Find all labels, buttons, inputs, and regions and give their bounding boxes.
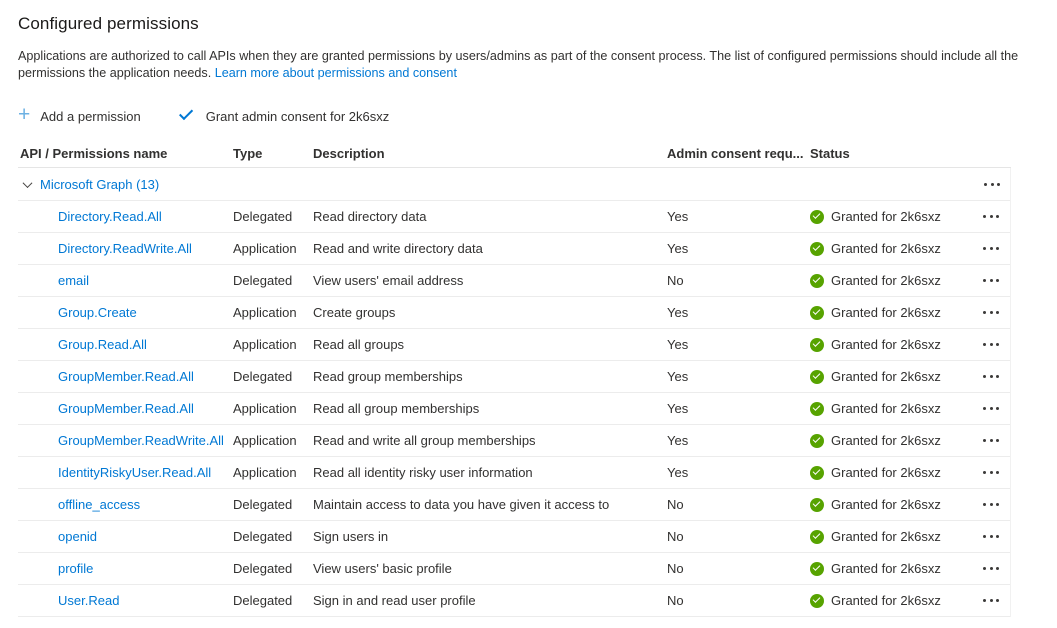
check-icon bbox=[179, 106, 193, 120]
table-row bbox=[18, 265, 1010, 297]
toolbar bbox=[18, 103, 1039, 129]
group-context-menu-button[interactable] bbox=[982, 179, 1002, 190]
header-api-permissions-name: API / Permissions name bbox=[20, 145, 168, 161]
row-context-menu-button[interactable] bbox=[981, 243, 1001, 254]
row-context-menu-button[interactable] bbox=[981, 499, 1001, 510]
granted-check-icon bbox=[810, 402, 824, 416]
permission-type: Application bbox=[233, 305, 297, 320]
admin-consent-required-value: Yes bbox=[667, 209, 689, 224]
table-row bbox=[18, 457, 1010, 489]
status-cell bbox=[805, 529, 960, 544]
status-cell bbox=[805, 593, 960, 608]
table-header-row bbox=[18, 139, 1011, 168]
status-cell bbox=[805, 273, 960, 288]
status-text: Granted for 2k6sxz bbox=[831, 433, 941, 448]
permission-name-link[interactable]: Directory.Read.All bbox=[58, 209, 162, 224]
page-title: Configured permissions bbox=[18, 14, 199, 33]
granted-check-icon bbox=[810, 338, 824, 352]
table-row bbox=[18, 329, 1010, 361]
permission-description: Read directory data bbox=[313, 209, 427, 224]
api-group-toggle[interactable] bbox=[18, 177, 961, 192]
status-cell bbox=[805, 241, 960, 256]
granted-check-icon bbox=[810, 530, 824, 544]
status-text: Granted for 2k6sxz bbox=[831, 337, 941, 352]
permission-name-link[interactable]: email bbox=[58, 273, 90, 288]
granted-check-icon bbox=[810, 370, 824, 384]
api-group-row bbox=[18, 168, 1010, 201]
permission-name-link[interactable]: IdentityRiskyUser.Read.All bbox=[58, 465, 212, 480]
status-text: Granted for 2k6sxz bbox=[831, 465, 941, 480]
permission-name-link[interactable]: openid bbox=[58, 529, 98, 544]
header-admin-consent-required: Admin consent requ... bbox=[667, 145, 804, 161]
admin-consent-required-value: Yes bbox=[667, 433, 689, 448]
status-text: Granted for 2k6sxz bbox=[831, 305, 941, 320]
add-permission-button[interactable] bbox=[18, 103, 141, 126]
table-row bbox=[18, 489, 1010, 521]
permission-type: Application bbox=[233, 433, 297, 448]
permission-type: Delegated bbox=[233, 561, 293, 576]
permission-description: Read all group memberships bbox=[313, 401, 480, 416]
row-context-menu-button[interactable] bbox=[981, 275, 1001, 286]
permission-description: Read group memberships bbox=[313, 369, 463, 384]
permission-type: Delegated bbox=[233, 369, 293, 384]
status-cell bbox=[805, 561, 960, 576]
row-context-menu-button[interactable] bbox=[981, 307, 1001, 318]
permission-description: Read and write all group memberships bbox=[313, 433, 536, 448]
status-text: Granted for 2k6sxz bbox=[831, 369, 941, 384]
permission-type: Delegated bbox=[233, 529, 293, 544]
status-text: Granted for 2k6sxz bbox=[831, 209, 941, 224]
status-cell bbox=[805, 337, 960, 352]
row-context-menu-button[interactable] bbox=[981, 531, 1001, 542]
status-cell bbox=[805, 209, 960, 224]
table-row bbox=[18, 553, 1010, 585]
granted-check-icon bbox=[810, 210, 824, 224]
permission-type: Application bbox=[233, 337, 297, 352]
table-row bbox=[18, 233, 1010, 265]
chevron-down-icon bbox=[23, 178, 33, 188]
granted-check-icon bbox=[810, 242, 824, 256]
granted-check-icon bbox=[810, 434, 824, 448]
permission-type: Delegated bbox=[233, 497, 293, 512]
permission-name-link[interactable]: User.Read bbox=[58, 593, 120, 608]
table-row bbox=[18, 393, 1010, 425]
permission-type: Application bbox=[233, 465, 297, 480]
permission-name-link[interactable]: Group.Create bbox=[58, 305, 137, 320]
plus-icon: + bbox=[18, 103, 31, 126]
granted-check-icon bbox=[810, 274, 824, 288]
row-context-menu-button[interactable] bbox=[981, 435, 1001, 446]
row-context-menu-button[interactable] bbox=[981, 371, 1001, 382]
permission-name-link[interactable]: GroupMember.Read.All bbox=[58, 401, 194, 416]
api-group-link[interactable]: Microsoft Graph (13) bbox=[40, 176, 160, 192]
row-context-menu-button[interactable] bbox=[981, 211, 1001, 222]
granted-check-icon bbox=[810, 306, 824, 320]
header-type: Type bbox=[233, 145, 263, 161]
header-status: Status bbox=[810, 145, 850, 161]
status-cell bbox=[805, 433, 960, 448]
admin-consent-required-value: Yes bbox=[667, 305, 689, 320]
row-context-menu-button[interactable] bbox=[981, 467, 1001, 478]
granted-check-icon bbox=[810, 498, 824, 512]
status-text: Granted for 2k6sxz bbox=[831, 273, 941, 288]
row-context-menu-button[interactable] bbox=[981, 403, 1001, 414]
status-text: Granted for 2k6sxz bbox=[831, 561, 941, 576]
table-body bbox=[18, 168, 1011, 617]
permission-description: Read all groups bbox=[313, 337, 405, 352]
permission-description: View users' basic profile bbox=[313, 561, 452, 576]
granted-check-icon bbox=[810, 594, 824, 608]
description-text: Applications are authorized to call APIs when they are granted permissions by users/admins as part of the consent process. The list of configured permissions should include all the permissions the application needs. bbox=[18, 49, 1019, 80]
learn-more-link[interactable]: Learn more about permissions and consent bbox=[214, 65, 457, 80]
table-row bbox=[18, 361, 1010, 393]
status-cell bbox=[805, 497, 960, 512]
admin-consent-required-value: Yes bbox=[667, 465, 689, 480]
permission-name-link[interactable]: profile bbox=[58, 561, 94, 576]
admin-consent-required-value: No bbox=[667, 273, 684, 288]
status-cell bbox=[805, 305, 960, 320]
permission-description: Maintain access to data you have given it access to bbox=[313, 497, 610, 512]
table-row bbox=[18, 425, 1010, 457]
admin-consent-required-value: No bbox=[667, 561, 684, 576]
admin-consent-required-value: No bbox=[667, 529, 684, 544]
permission-description: Sign users in bbox=[313, 529, 389, 544]
status-text: Granted for 2k6sxz bbox=[831, 241, 941, 256]
page-description bbox=[18, 48, 1026, 81]
row-context-menu-button[interactable] bbox=[981, 563, 1001, 574]
table-row bbox=[18, 585, 1010, 617]
admin-consent-required-value: Yes bbox=[667, 401, 689, 416]
permission-type: Delegated bbox=[233, 273, 293, 288]
admin-consent-required-value: Yes bbox=[667, 241, 689, 256]
admin-consent-required-value: No bbox=[667, 497, 684, 512]
status-text: Granted for 2k6sxz bbox=[831, 593, 941, 608]
permission-description: Create groups bbox=[313, 305, 396, 320]
status-text: Granted for 2k6sxz bbox=[831, 497, 941, 512]
permission-description: Read and write directory data bbox=[313, 241, 483, 256]
admin-consent-required-value: No bbox=[667, 593, 684, 608]
status-cell bbox=[805, 401, 960, 416]
table-row bbox=[18, 297, 1010, 329]
grant-admin-consent-button[interactable] bbox=[179, 109, 390, 124]
permission-name-link[interactable]: GroupMember.Read.All bbox=[58, 369, 194, 384]
permission-type: Application bbox=[233, 241, 297, 256]
admin-consent-required-value: Yes bbox=[667, 369, 689, 384]
permission-type: Application bbox=[233, 401, 297, 416]
table-row bbox=[18, 521, 1010, 553]
header-description: Description bbox=[313, 145, 385, 161]
add-permission-label: Add a permission bbox=[40, 108, 141, 124]
permission-type: Delegated bbox=[233, 593, 293, 608]
status-text: Granted for 2k6sxz bbox=[831, 529, 941, 544]
permission-name-link[interactable]: GroupMember.ReadWrite.All bbox=[58, 433, 224, 448]
permission-rows bbox=[18, 201, 1010, 617]
grant-admin-consent-label: Grant admin consent for 2k6sxz bbox=[205, 108, 390, 124]
admin-consent-required-value: Yes bbox=[667, 337, 689, 352]
status-cell bbox=[805, 369, 960, 384]
granted-check-icon bbox=[810, 562, 824, 576]
table-row bbox=[18, 201, 1010, 233]
permission-type: Delegated bbox=[233, 209, 293, 224]
permission-name-link[interactable]: Directory.ReadWrite.All bbox=[58, 241, 192, 256]
permission-description: Read all identity risky user information bbox=[313, 465, 533, 480]
permission-name-link[interactable]: Group.Read.All bbox=[58, 337, 147, 352]
status-text: Granted for 2k6sxz bbox=[831, 401, 941, 416]
permission-description: View users' email address bbox=[313, 273, 464, 288]
permissions-table bbox=[18, 139, 1011, 617]
permission-description: Sign in and read user profile bbox=[313, 593, 476, 608]
granted-check-icon bbox=[810, 466, 824, 480]
row-context-menu-button[interactable] bbox=[981, 595, 1001, 606]
permission-name-link[interactable]: offline_access bbox=[58, 497, 141, 512]
status-cell bbox=[805, 465, 960, 480]
row-context-menu-button[interactable] bbox=[981, 339, 1001, 350]
